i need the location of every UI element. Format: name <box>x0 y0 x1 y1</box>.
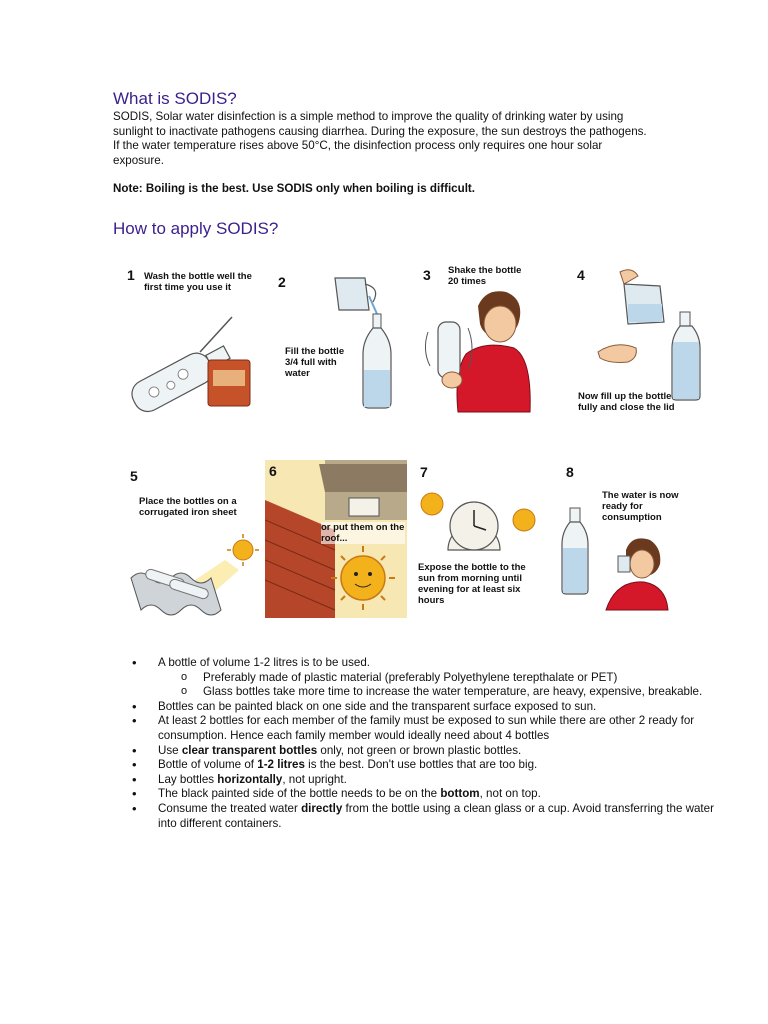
bullet-text: Bottles can be painted black on one side and the transparent surface exposed to sun. <box>158 699 597 713</box>
sodis-guidelines-list <box>113 656 718 831</box>
step-number: 8 <box>566 464 574 480</box>
step-caption: Shake the bottle 20 times <box>448 265 522 287</box>
bullet-emphasis: clear transparent bottles <box>181 743 318 757</box>
sub-bullet-text: Glass bottles take more time to increase the water temperature, are heavy, expensive, breakable. <box>203 685 703 699</box>
shaking-bottle-illustration <box>418 262 546 422</box>
step-number: 5 <box>130 468 138 484</box>
section-heading-how-to-apply: How to apply SODIS? <box>113 219 279 238</box>
filling-bottle-illustration <box>273 262 403 422</box>
bullet-text: Bottle of volume of <box>158 758 258 772</box>
bullet-text: from the bottle using a clean glass or a cup. Avoid transferring the water into different containers. <box>158 801 714 830</box>
sub-list-item <box>203 671 718 686</box>
bullet-text: is the best. Don't use bottles that are too big. <box>304 758 538 772</box>
bullet-text: Consume the treated water <box>158 801 302 815</box>
step-1-panel <box>120 262 270 422</box>
list-item <box>158 758 718 773</box>
list-item <box>158 700 718 715</box>
step-caption: Expose the bottle to the sun from morning until evening for at least six hours <box>418 562 526 606</box>
step-7-panel <box>414 460 552 618</box>
step-5-panel <box>125 460 263 618</box>
step-number: 1 <box>127 267 135 283</box>
step-caption: Now fill up the bottle fully and close the lid <box>578 391 675 413</box>
step-caption: Place the bottles on a corrugated iron sheet <box>139 496 237 518</box>
bullet-text: , not on top. <box>479 787 541 801</box>
section-heading-what-is-sodis: What is SODIS? <box>113 89 237 108</box>
drinking-illustration <box>556 460 696 618</box>
sub-list-item <box>203 685 718 700</box>
step-number: 4 <box>577 267 585 283</box>
sun-clock-illustration <box>414 460 552 618</box>
step-number: 3 <box>423 267 431 283</box>
step-number: 6 <box>269 463 277 479</box>
step-caption: The water is now ready for consumption <box>602 490 679 523</box>
bullet-emphasis: horizontally <box>217 772 283 786</box>
sub-list <box>158 671 718 700</box>
bullet-text: Lay bottles <box>158 772 218 786</box>
bullet-emphasis: 1-2 litres <box>257 758 305 772</box>
list-item <box>158 744 718 759</box>
list-item <box>158 802 718 831</box>
sub-bullet-text: Preferably made of plastic material (preferably Polyethylene terepthalate or PET) <box>203 670 618 684</box>
boiling-note: Note: Boiling is the best. Use SODIS only when boiling is difficult. <box>113 182 476 195</box>
bullet-text: Use <box>158 743 182 757</box>
bullet-text: At least 2 bottles for each member of the family must be exposed to sun while there are other 2 ready for consumption. Hence each family member would ideally need about 4 bottles <box>158 714 695 742</box>
step-number: 7 <box>420 464 428 480</box>
step-2-panel <box>273 262 403 422</box>
washing-bottle-illustration <box>120 262 270 422</box>
list-item <box>158 714 718 743</box>
list-item <box>158 656 718 700</box>
bullet-emphasis: directly <box>301 801 343 815</box>
bullet-text: only, not green or brown plastic bottles. <box>317 743 522 757</box>
bullet-text: , not upright. <box>282 772 347 786</box>
step-3-panel <box>418 262 546 422</box>
list-item <box>158 787 718 802</box>
step-6-panel <box>265 460 407 618</box>
bullet-emphasis: bottom <box>440 787 480 801</box>
step-caption: Fill the bottle 3/4 full with water <box>285 346 345 379</box>
closing-bottle-illustration <box>572 262 712 422</box>
bullet-text: The black painted side of the bottle needs to be on the <box>158 787 441 801</box>
bullet-text: A bottle of volume 1-2 litres is to be used. <box>158 656 371 669</box>
step-caption: or put them on the roof... <box>321 522 405 544</box>
step-caption: Wash the bottle well the first time you use it <box>144 271 252 293</box>
step-number: 2 <box>278 274 286 290</box>
intro-paragraph: SODIS, Solar water disinfection is a simple method to improve the quality of drinking water by using sunlight to inactivate pathogens causing diarrhea. During the exposure, the sun destroys the pathogens. If the water temperature rises above 50°C, the disinfection process only requires one hour solar exposure. <box>113 110 647 167</box>
step-4-panel <box>572 262 712 422</box>
corrugated-sheet-illustration <box>125 460 263 618</box>
step-8-panel <box>556 460 696 618</box>
list-item <box>158 773 718 788</box>
